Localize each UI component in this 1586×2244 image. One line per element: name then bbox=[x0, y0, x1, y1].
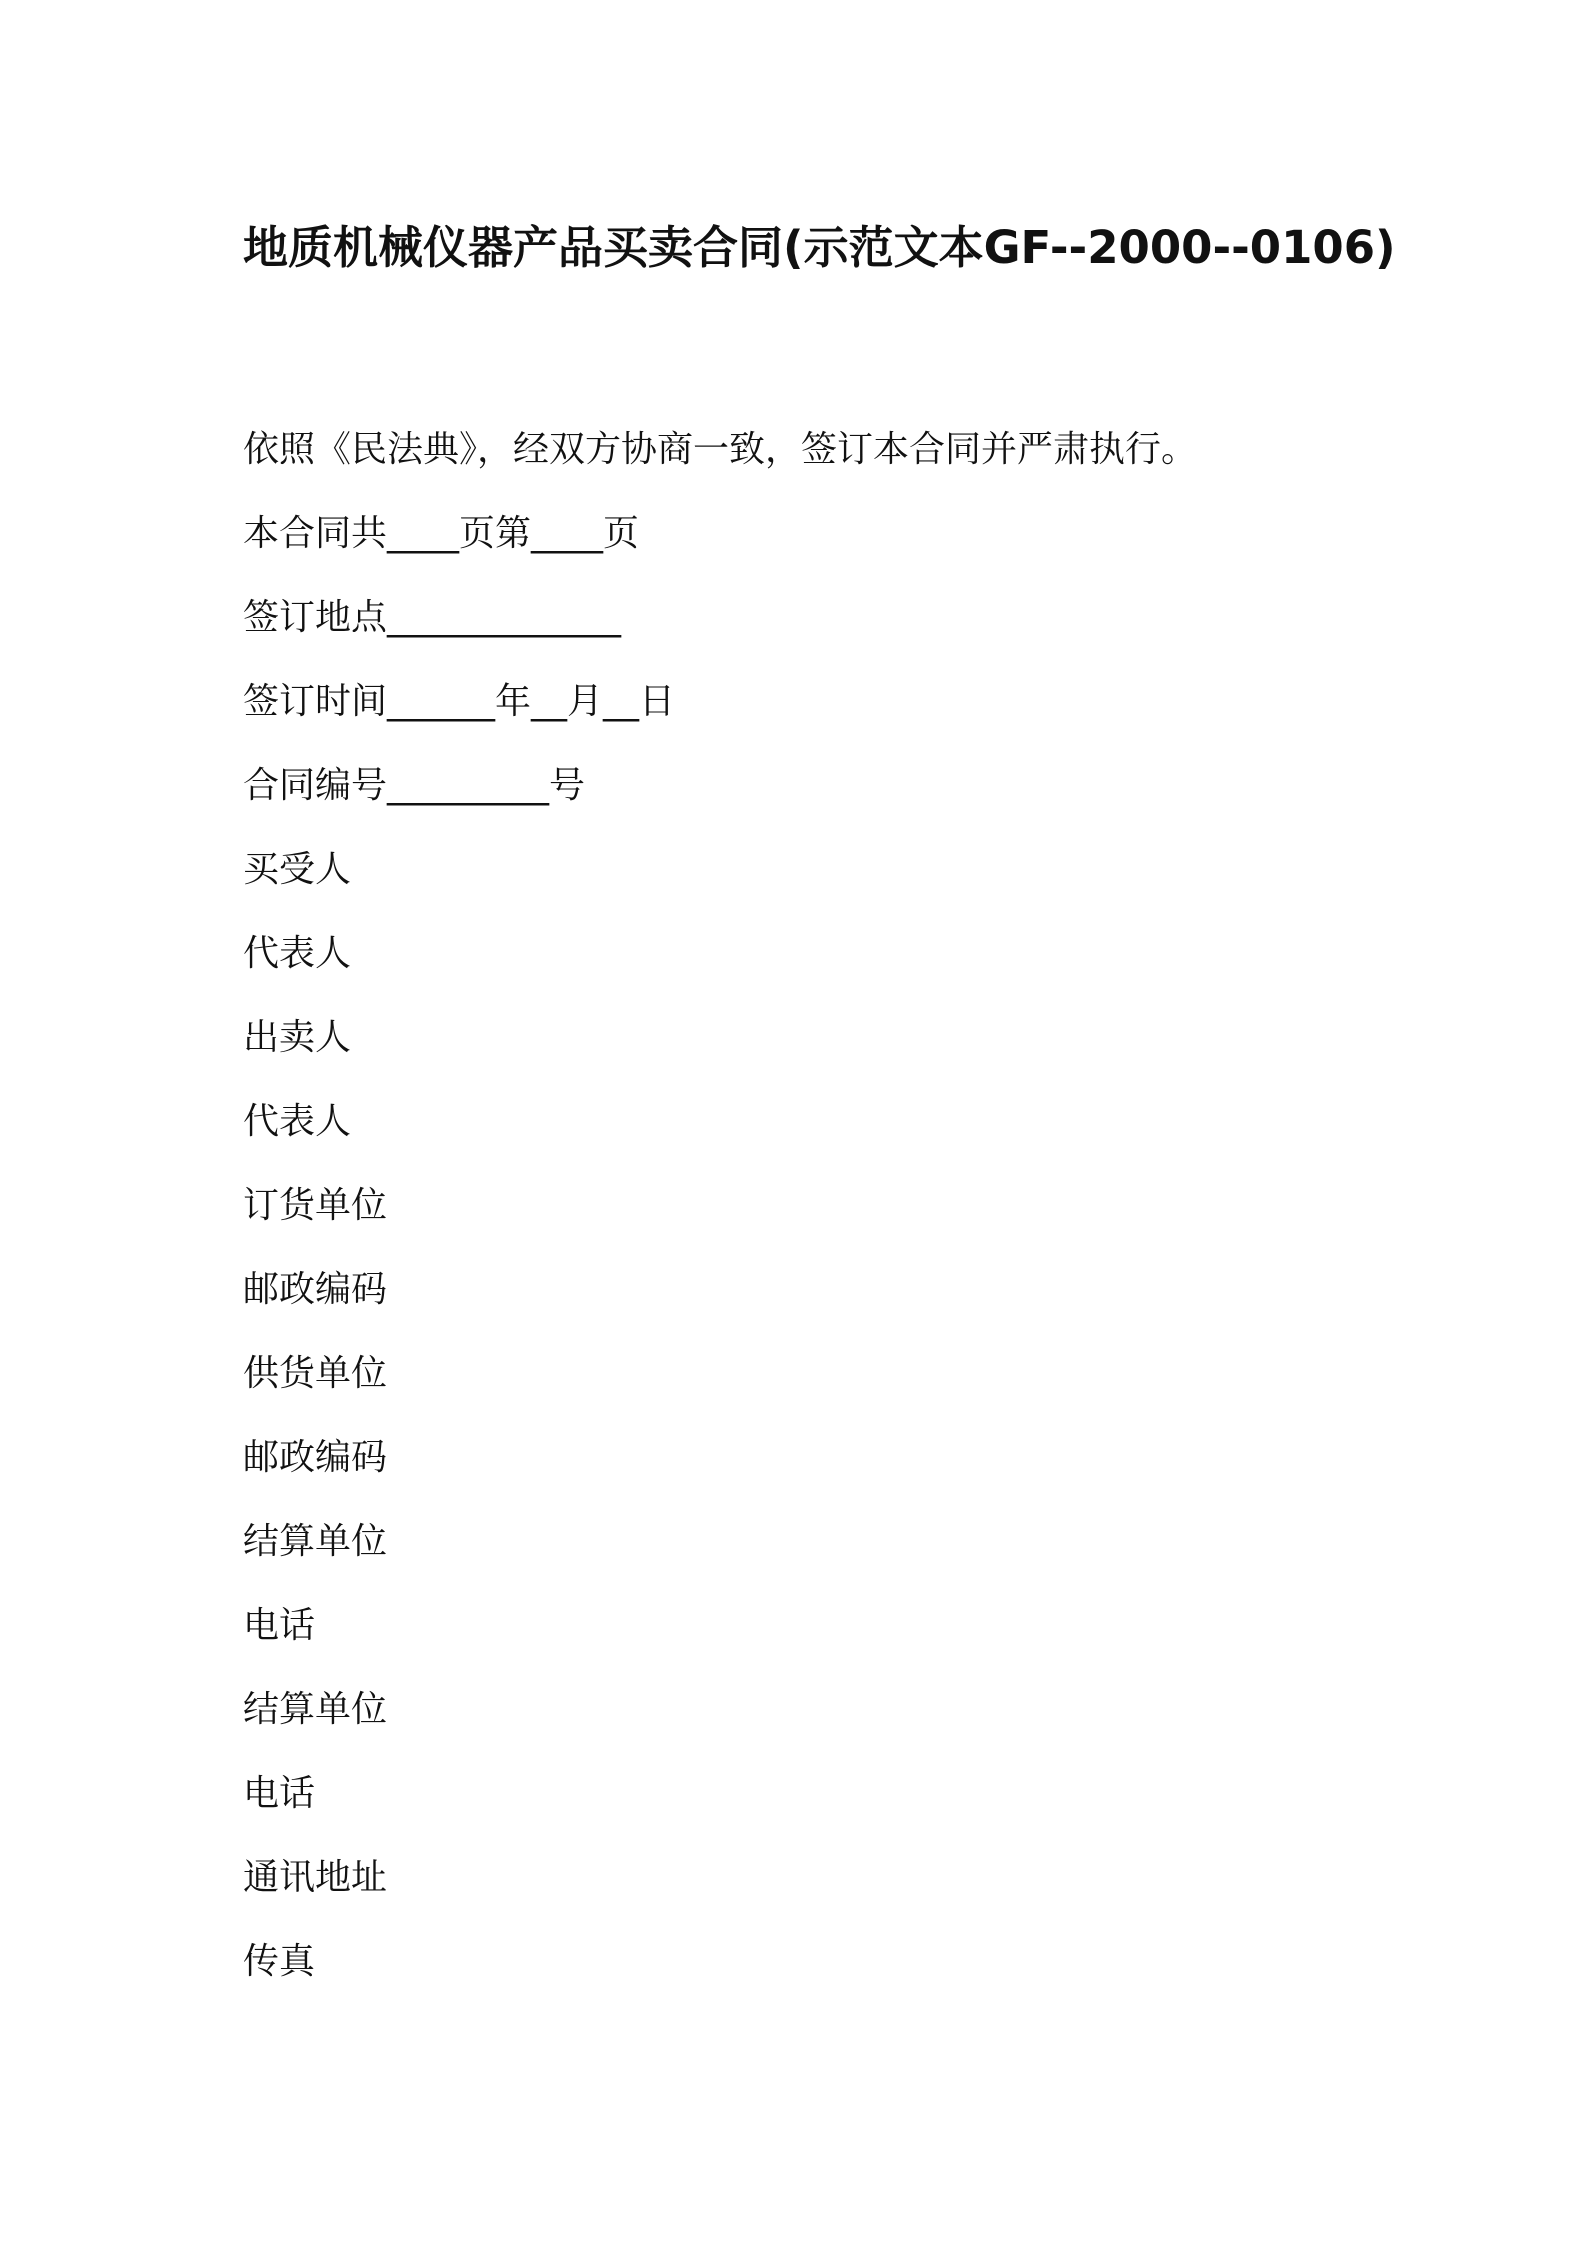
page-count-line: 本合同共____页第____页 bbox=[243, 513, 640, 554]
settlement-unit-label: 结算单位 bbox=[243, 1521, 388, 1562]
fax-label: 传真 bbox=[243, 1941, 316, 1982]
mailing-address-label: 通讯地址 bbox=[243, 1857, 388, 1898]
signing-place-line: 签订地点_____________ bbox=[243, 597, 622, 638]
buyer-representative-label: 代表人 bbox=[243, 933, 352, 974]
seller-representative-label: 代表人 bbox=[243, 1101, 352, 1142]
signing-date-line: 签订时间______年__月__日 bbox=[243, 681, 676, 722]
contract-number-line: 合同编号_________号 bbox=[243, 765, 586, 806]
settlement-phone-label-2: 电话 bbox=[243, 1773, 316, 1814]
ordering-unit-label: 订货单位 bbox=[243, 1185, 388, 1226]
intro-statement: 依照《民法典》，经双方协商一致，签订本合同并严肃执行。 bbox=[243, 429, 1198, 470]
document-title: 地质机械仪器产品买卖合同(示范文本GF--2000--0106) bbox=[243, 221, 1396, 274]
settlement-unit-label-2: 结算单位 bbox=[243, 1689, 388, 1730]
seller-label: 出卖人 bbox=[243, 1017, 352, 1058]
buyer-label: 买受人 bbox=[243, 849, 352, 890]
ordering-postcode-label: 邮政编码 bbox=[243, 1269, 388, 1310]
supplying-unit-label: 供货单位 bbox=[243, 1353, 388, 1394]
document-body bbox=[243, 408, 1393, 2004]
supplying-postcode-label: 邮政编码 bbox=[243, 1437, 388, 1478]
settlement-phone-label: 电话 bbox=[243, 1605, 316, 1646]
